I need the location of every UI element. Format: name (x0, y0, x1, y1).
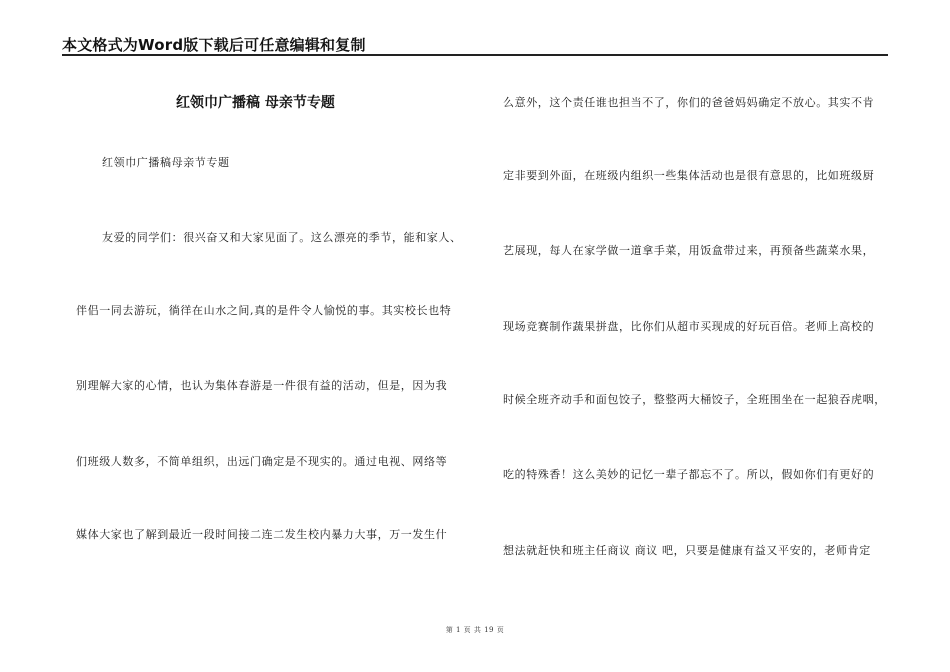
page-number: 第 1 页 共 19 页 (445, 626, 505, 634)
paragraph-line: 么意外，这个责任谁也担当不了，你们的爸爸妈妈确定不放心。其实不肯 (503, 96, 875, 109)
paragraph-line: 友爱的同学们：很兴奋又和大家见面了。这么漂亮的季节，能和家人、 (102, 231, 462, 244)
paragraph-line: 别理解大家的心情，也认为集体春游是一件很有益的活动，但是，因为我 (76, 379, 448, 392)
paragraph-line: 想法就赶快和班主任商议 商议 吧，只要是健康有益又平安的，老师肯定 (503, 544, 871, 557)
document-header (62, 34, 888, 54)
paragraph-line: 吃的特殊香！这么美妙的记忆一辈子都忘不了。所以，假如你们有更好的 (503, 468, 875, 481)
header-title: 本文格式为Word版下载后可任意编辑和复制 (62, 36, 366, 54)
header-divider (62, 54, 888, 56)
paragraph-line: 时候全班齐动手和面包饺子，整整两大桶饺子，全班围坐在一起狼吞虎咽， (503, 393, 886, 406)
paragraph-line: 媒体大家也了解到最近一段时间接二连二发生校内暴力大事，万一发生什 (76, 528, 448, 541)
paragraph-line: 定非要到外面，在班级内组织一些集体活动也是很有意思的，比如班级厨 (503, 169, 875, 182)
paragraph-line: 红领巾广播稿母亲节专题 (102, 156, 230, 169)
paragraph-line: 们班级人数多，不简单组织，出远门确定是不现实的。通过电视、网络等 (76, 455, 448, 468)
document-title: 红领巾广播稿 母亲节专题 (176, 95, 335, 111)
paragraph-line: 伴侣一同去游玩，徜徉在山水之间,真的是件令人愉悦的事。其实校长也特 (76, 304, 452, 317)
paragraph-line: 艺展现，每人在家学做一道拿手菜，用饭盒带过来，再预备些蔬菜水果， (503, 244, 875, 257)
paragraph-line: 现场竞赛制作蔬果拼盘，比你们从超市买现成的好玩百倍。老师上高校的 (503, 320, 875, 333)
